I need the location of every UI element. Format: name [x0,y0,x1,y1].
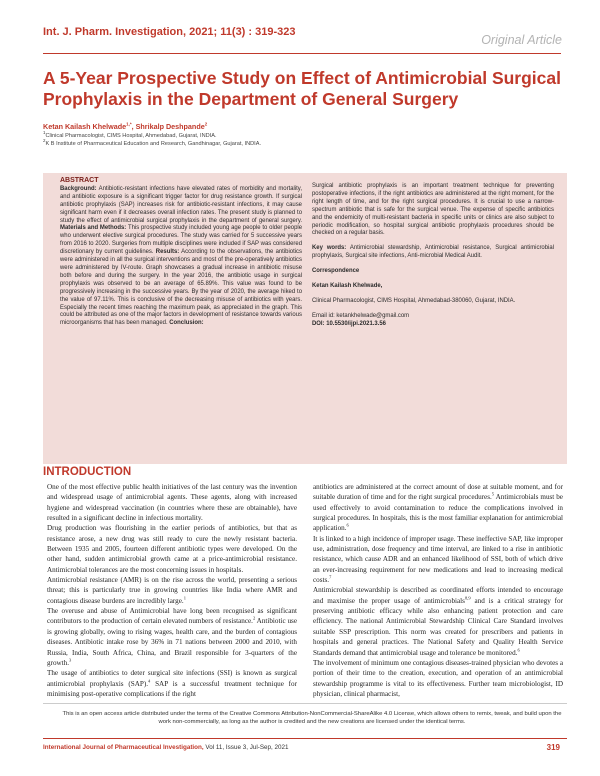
page-number: 319 [546,743,560,752]
author-affiliation-mark: 1,* [126,121,132,127]
citation-ref[interactable]: 2 [252,616,256,622]
author-name: Shrikalp Deshpande [135,122,205,131]
email-label: Email id: [312,312,335,319]
citation-ref[interactable]: 6 [346,523,349,528]
paragraph-text: The overuse and abuse of Antimicrobial have long been recognised as significant contributors to the production of certain elevated numbers of resistance. [47,607,297,626]
correspondence-address: Clinical Pharmacologist, CIMS Hospital, Ahmedabad-380060, Gujarat, INDIA. [312,297,516,304]
methods-label: Materials and Methods: [60,225,127,232]
abstract-right-column [312,183,554,329]
journal-citation: Int. J. Pharm. Investigation, 2021; 11(3) : 319-323 [43,26,296,38]
paragraph [313,658,563,699]
background-label: Background: [60,185,97,192]
paragraph [313,585,563,657]
author-affiliation-mark: 2 [204,121,208,127]
correspondence-heading: Correspondence [312,268,360,275]
conclusion-label: Conclusion: [169,320,204,327]
paragraph [47,482,297,523]
author-list [43,122,207,131]
journal-header [0,0,600,58]
correspondence-email [312,313,554,321]
author-name: Ketan Kailash Khelwade [43,122,127,131]
license-divider [43,703,567,704]
paragraph-text: Antimicrobial resistance (AMR) is on the rise across the world, presenting a serious threat; this is particularly true in growing countries like India where AMR and contagious disease burdens are incredibly large. [47,576,297,605]
article-title: A 5-Year Prospective Study on Effect of Antimicrobial Surgical Prophylaxis in the Department of General Surgery [43,68,561,109]
abstract-heading: ABSTRACT [60,177,99,184]
doi-link[interactable]: 10.5530/ijpi.2021.3.56 [324,320,386,327]
license-notice: This is an open access article distributed under the terms of the Creative Commons Attribution-NonCommercial-ShareAlike 4.0 License, which allows others to remix, tweak, and build upon the work non-commercially, as long as the author is credited and the new creations are licensed under the identical terms. [62,711,562,725]
affiliation-number: 1 [43,130,46,136]
affiliation [43,138,261,147]
affiliation-number: 2 [43,138,46,144]
paragraph [47,668,297,699]
results-label: Results: [155,249,180,256]
citation-ref[interactable]: 3 [69,657,72,663]
citation-ref[interactable]: 7 [329,574,332,580]
citation-ref[interactable]: 8,9 [464,595,471,601]
paragraph [47,575,297,606]
results-text: According to the observations, the antibiotics were administered in all the surgical interventions and most of the pre-operatively antibiotics were administered by IV-route. Graph showcases a gradual increase in antibiotic misuse both before and during the surgery. In the year 2016, the antibiotic usage in surgical prophylaxis was observed to be an average of 65.89%. This value was found to be progressively increasing in the successive years. By the year of 2020, the average hiked to the value of 97.11%. This is conclusive of the decreasing misuse of antibiotics with years. Especially the recent times reaching the maximum peak, as appreciated in the graph. This could be attributed as one of the major factors in development of resistance towards various microorganisms that has been managed. [60,249,302,327]
doi-label: DOI: [312,320,325,327]
paragraph [47,523,297,575]
paragraph-text: Drug production was flourishing in the earlier periods of antibiotics, but that as resistance arose, a new drug was still ready to cure the newly resistant bacteria. Between 1935 and 2005, fourteen different antibiotic types were developed. On the other hand, sudden antimicrobial growth came at a price-antimicrobial resistance. Antimicrobial tolerances are the most concerning issues in hospitals. [47,524,297,574]
body-left-column [47,482,297,699]
footer-journal [43,744,289,751]
footer-issue: Vol 11, Issue 3, Jul-Sep, 2021 [203,744,289,751]
keywords [312,245,554,261]
keywords-text: Antimicrobial stewardship, Antimicrobial resistance, Surgical antimicrobial prophylaxis, Surgical site infections, Anti-microbial Medical Audit. [312,245,554,260]
paragraph-text: antibiotics are administered at the correct amount of dose at suitable moment, and for suitable duration of time and for the right surgical procedures. [313,483,563,502]
footer-journal-name: International Journal of Pharmaceutical Investigation, [43,744,204,751]
email-link[interactable]: ketankhelwade@gmail.com [334,312,410,319]
affiliation [43,130,217,139]
paragraph-text: SAP is a successful treatment technique for minimising post-operative complications if the right [47,679,298,698]
introduction-heading: INTRODUCTION [43,466,132,478]
author-separator: , [131,122,136,131]
body-right-column [313,482,563,699]
citation-ref[interactable]: 5 [491,491,495,497]
paragraph-text: It is linked to a high incidence of improper usage. These ineffective SAP, like improper use, administration, dose frequency and time interval, are linked to a rise in antibiotic resistance, which cause ADR and an enhanced likelihood of SSI, both of which drive an ever-increasing requirement for new medications and lead to increasing medical costs. [313,534,563,585]
abstract-left-column [60,177,302,328]
paragraph [313,482,563,534]
paragraph-text: Antibiotic use is growing globally, owing to rising wages, health care, and the burden of contagious diseases. Antibiotic intake rose by 36% in 71 nations between 2000 and 2010, with Russia, India, South Africa, China, and Brazil responsible for 3-quarters of the growth. [47,617,297,667]
paragraph-text: The usage of antibiotics to deter surgical site infections (SSI) is known as surgical antimicrobial prophylaxis (SAP). [47,669,297,688]
affiliation-text: K B Institute of Pharmaceutical Education and Research, Gandhinagar, Gujarat, INDIA. [45,141,261,147]
paragraph-text: Antimicrobials must be used effectively to avoid contamination to reduce the complications involved in surgical procedures. In hospitals, this is the most familiar explanation for antimicrobial application. [313,493,563,533]
correspondence-name: Ketan Kailash Khelwade, [312,283,383,290]
paragraph-text: One of the most effective public health initiatives of the last century was the invention and widespread usage of antimicrobial agents. These agents, along with increased hygiene and widespread vaccination (in countries where these are obtainable), have resulted in a significant decline in infectious mortality. [47,483,297,523]
paragraph-text: and is a critical strategy for preserving antibiotic efficacy while also enhancing patient protection and care efficiency. The national Antimicrobial Stewardship Clinical Care Standard involves suitable SSP prescription. This norm was created for prescribers and patients in hospitals and general practices. The National Safety and Quality Health Service Standards demand that antimicrobial usage and tolerance be monitored. [313,596,563,657]
header-divider [43,53,561,54]
paragraph [47,606,297,668]
citation-ref[interactable]: 4 [148,678,151,684]
article-type: Original Article [481,33,562,47]
paragraph-text: The involvement of minimum one contagious diseases-trained physician who devotes a portion of their time to the creation, execution, and operation of an antimicrobial stewardship programme is vital to its effectiveness. Further team microbiologist, ID physician, clinical pharmacist, [313,658,563,698]
citation-ref[interactable]: 6 [517,647,520,653]
footer-divider [43,738,567,739]
correspondence-doi [312,321,554,329]
conclusion-text: Surgical antibiotic prophylaxis is an important treatment technique for preventing postoperative infections, if the right antibiotics are administered at the right moment, for the right length of time, and for the right surgical procedures. It is crucial to use a narrow-spectrum antibiotic that is safe for the surgical venue. The expense of specific antibiotics and the endemicity of multi-resistant bacteria in specific units or clinics are also subject to periodic modification, so hospital surgical antibiotic prophylaxis procedures should be checked on a regular basis. [312,183,554,237]
background-text: Antibiotic-resistant infections have elevated rates of morbidity and mortality, and antibiotic exposure is a significant trigger factor for drug resistance growth. If surgical antibiotic prophylaxis (SAP) increases risk for antibiotic-resistant infections, it may cause significant harm even if it decreases overall infection rates. The present study is planned to study the effect of antimicrobial surgical prophylaxis in the department of general surgery. [60,185,302,224]
keywords-label: Key words: [312,245,347,252]
affiliation-text: Clinical Pharmacologist, CIMS Hospital, Ahmedabad, Gujarat, INDIA. [45,133,217,139]
paragraph [313,534,563,586]
citation-ref[interactable]: 1 [183,595,186,601]
methods-text: This prospective study included young age people to older people who underwent elective surgical procedures. The study was carried for 5 successive years from 2016 to 2020. Surgeries from multiple disciplines were included if SAP was considered discretionary by current guidelines. [60,225,302,256]
paragraph-text: Antimicrobial stewardship is described as coordinated efforts intended to encourage and maximise the proper usage of antimicrobials [313,586,563,605]
